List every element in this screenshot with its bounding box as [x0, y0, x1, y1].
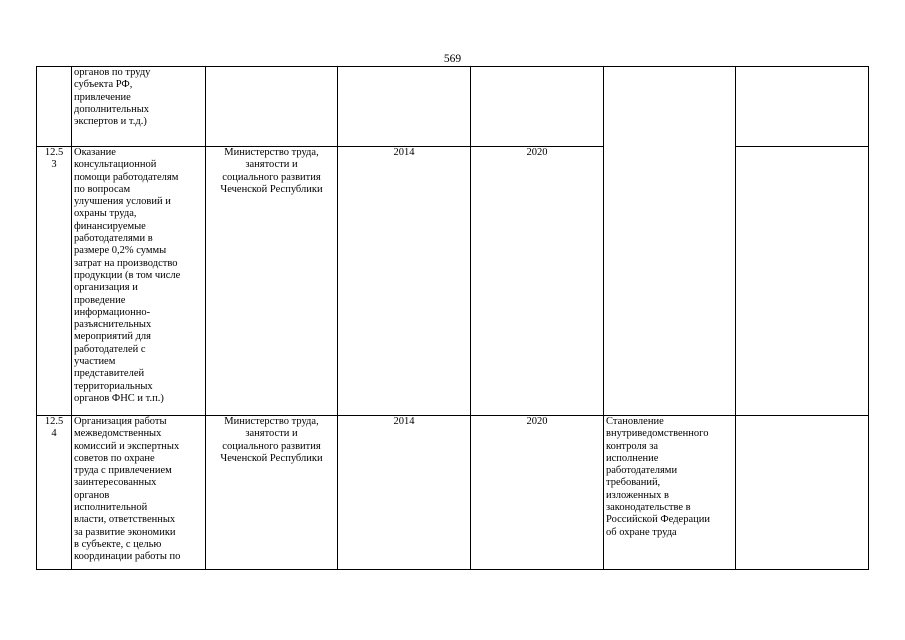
executor-cell — [206, 416, 338, 570]
end-year-cell — [471, 67, 604, 147]
end-year: 2020 — [526, 416, 548, 427]
expected-result: Становление внутриведомственного контроля за исполнение работодателями требований, изложенных в законодательстве в Российской Федерации об охране труда — [606, 416, 710, 538]
item-number: 12.5 3 — [44, 147, 64, 171]
item-number-cell — [37, 147, 72, 416]
extra-cell — [736, 67, 869, 147]
extra-cell — [736, 147, 869, 416]
item-number-cell — [37, 416, 72, 570]
page-number: 569 — [443, 53, 462, 65]
start-year: 2014 — [393, 147, 415, 158]
expected-result-cell — [604, 416, 736, 570]
measure-name: Оказание консультационной помощи работодателям по вопросам улучшения условий и охраны труда, финансируемые работодателями в размере 0,2% суммы затрат на производство продукции (в том числе организация и проведение информационно- разъяснительных мероприятий для работодателей с участием представителей территориальных органов ФНС и т.п.) — [74, 147, 181, 404]
extra-cell — [736, 416, 869, 570]
start-year-cell — [338, 416, 471, 570]
measure-name-cell — [72, 147, 206, 416]
end-year: 2020 — [526, 147, 548, 158]
start-year-cell — [338, 67, 471, 147]
expected-result-cell — [604, 67, 736, 416]
executor-cell — [206, 147, 338, 416]
start-year-cell — [338, 147, 471, 416]
executor: Министерство труда, занятости и социального развития Чеченской Республики — [220, 416, 323, 464]
executor-cell — [206, 67, 338, 147]
measures-table — [36, 66, 869, 570]
end-year-cell — [471, 147, 604, 416]
measure-name: Организация работы межведомственных комиссий и экспертных советов по охране труда с привлечением заинтересованных органов исполнительной власти, ответственных за развитие экономики в субъекте, с целью координации работы по — [74, 416, 181, 563]
measure-name-cell — [72, 67, 206, 147]
executor: Министерство труда, занятости и социального развития Чеченской Республики — [220, 147, 323, 195]
table-row — [37, 67, 869, 147]
item-number-cell — [37, 67, 72, 147]
item-number: 12.5 4 — [44, 416, 64, 440]
table-row — [37, 416, 869, 570]
measure-name: органов по труду субъекта РФ, привлечение дополнительных экспертов и т.д.) — [74, 67, 151, 128]
start-year: 2014 — [393, 416, 415, 427]
end-year-cell — [471, 416, 604, 570]
measure-name-cell — [72, 416, 206, 570]
table-row — [37, 147, 869, 416]
